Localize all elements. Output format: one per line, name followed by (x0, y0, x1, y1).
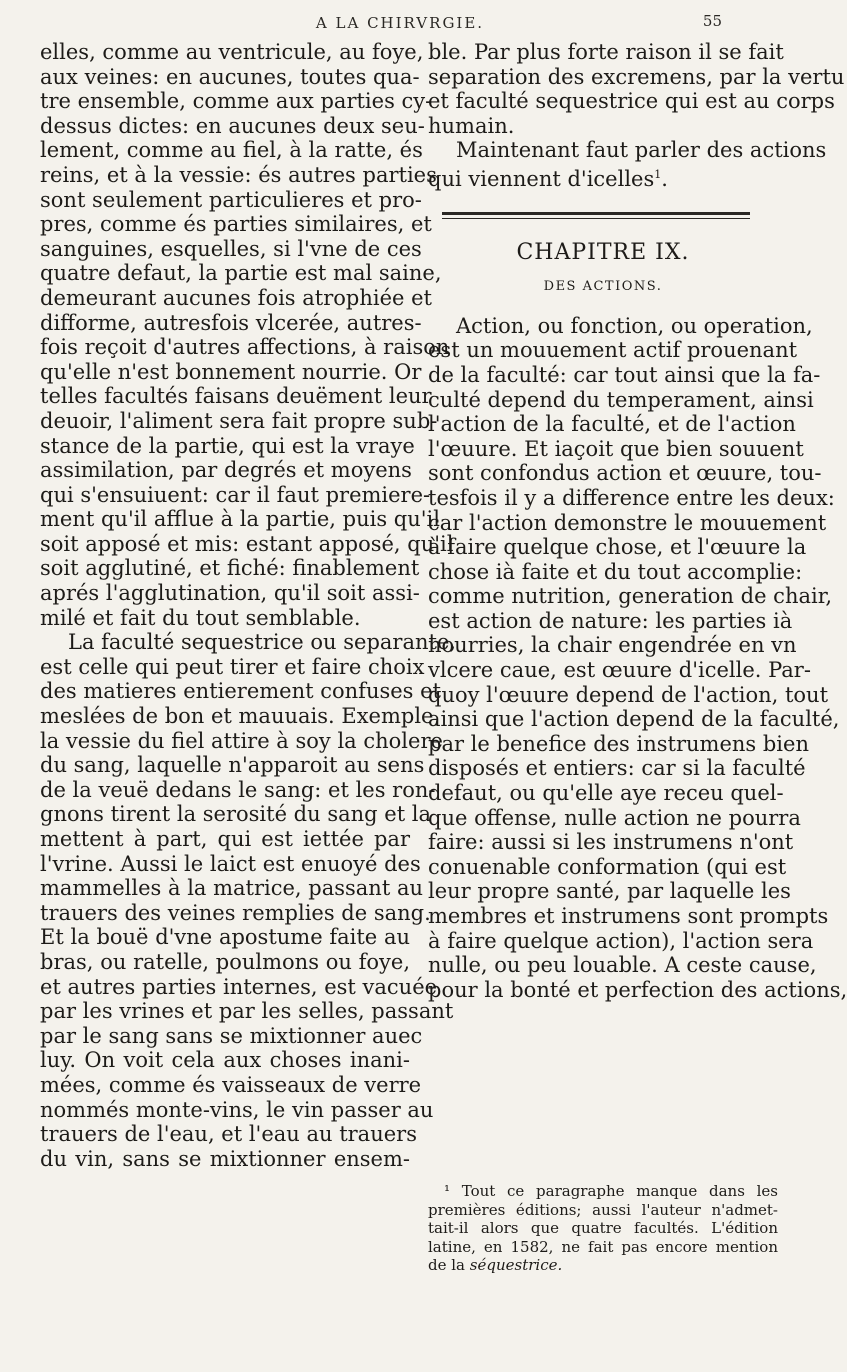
text-line: sanguines, esquelles, si l'vne de ces (40, 236, 422, 261)
divider-thin-rule (442, 218, 750, 219)
text-line: aux veines: en aucunes, toutes qua- (40, 64, 420, 89)
text-line: par les vrines et par les selles, passant (40, 999, 454, 1024)
text-line: tre ensemble, comme aux parties cy- (40, 89, 433, 114)
text-segment: de la (428, 1256, 465, 1275)
text-line: mettent à part, qui est iettée par (40, 827, 410, 851)
text-line: quoy l'œuure depend de l'action, tout (428, 682, 829, 707)
text-line: est un mouuement actif prouenant (428, 338, 798, 363)
text-line: qui s'ensuiuent: car il faut premiere- (40, 482, 431, 507)
text-line: sont seulement particulieres et pro- (40, 187, 422, 212)
text-line: trauers de l'eau, et l'eau au trauers (40, 1122, 417, 1147)
text-line: ble. Par plus forte raison il se fait (428, 40, 784, 64)
text-line (428, 163, 778, 192)
text-line: milé et fait du tout semblable. (40, 605, 361, 630)
text-line: qu'elle n'est bonnement nourrie. Or (40, 359, 422, 384)
footnote-line: ¹ Tout ce paragraphe manque dans les (444, 1182, 778, 1200)
text-line: par le benefice des instrumens bien (428, 731, 809, 756)
text-line: faire: aussi si les instrumens n'ont (428, 830, 794, 855)
text-line: luy. On voit cela aux choses inani- (40, 1048, 410, 1073)
page-number: 55 (702, 12, 722, 30)
footnote-line: premières éditions; aussi l'auteur n'admet- (428, 1200, 778, 1219)
text-line: est celle qui peut tirer et faire choix (40, 654, 425, 679)
chapter-subtitle: DES ACTIONS. (543, 279, 663, 295)
footnote (428, 1182, 778, 1275)
text-line: deuoir, l'aliment sera fait propre sub- (40, 408, 438, 433)
text-line: est action de nature: les parties ià (428, 608, 793, 633)
text-line: leur propre santé, par laquelle les (428, 879, 791, 904)
footnote-marker: 1 (654, 167, 662, 181)
text-line: sont confondus action et œuure, tou- (428, 461, 822, 486)
text-line: gnons tirent la serosité du sang et la (40, 802, 432, 827)
text-line: La faculté sequestrice ou separante, (68, 630, 457, 655)
text-line: ment qu'il afflue à la partie, puis qu'il (40, 507, 440, 532)
text-line: meslées de bon et mauuais. Exemple, (40, 704, 441, 729)
text-line: du vin, sans se mixtionner ensem- (40, 1146, 410, 1171)
italic-term: séquestrice. (469, 1256, 563, 1275)
text-line: et faculté sequestrice qui est au corps (428, 89, 835, 114)
chapter-divider (428, 212, 778, 219)
text-line: assimilation, par degrés et moyens (40, 458, 412, 483)
text-line: par le sang sans se mixtionner auec (40, 1023, 423, 1048)
text-line: trauers des veines remplies de sang. (40, 900, 431, 925)
text-line: nourries, la chair engendrée en vn (428, 633, 797, 658)
text-line: nulle, ou peu louable. A ceste cause, (428, 953, 817, 978)
text-line: l'œuure. Et iaçoit que bien souuent (428, 436, 804, 461)
text-line: dessus dictes: en aucunes deux seu- (40, 113, 425, 138)
text-line: soit agglutiné, et fiché: finablement (40, 556, 420, 581)
text-line: difforme, autresfois vlcerée, autres- (40, 310, 422, 335)
text-line: l'vrine. Aussi le laict est enuoyé des (40, 851, 421, 876)
text-line: la vessie du fiel attire à soy la cholere (40, 728, 443, 753)
text-line: pres, comme és parties similaires, et (40, 212, 432, 237)
divider-thick-rule (442, 212, 750, 215)
text-line: aprés l'agglutination, qu'il soit assi- (40, 581, 420, 606)
text-line: mées, comme és vaisseaux de verre (40, 1072, 422, 1097)
text-line: à faire quelque chose, et l'œuure la (428, 535, 807, 560)
text-line: elles, comme au ventricule, au foye, (40, 40, 424, 64)
text-line: chose ià faite et du tout accomplie: (428, 559, 803, 584)
running-head: A LA CHIRVRGIE. (315, 14, 485, 32)
footnote-line: latine, en 1582, ne fait pas encore mention (428, 1237, 778, 1256)
text-line: stance de la partie, qui est la vraye (40, 433, 415, 458)
left-column (40, 40, 457, 1171)
right-column (428, 40, 847, 1002)
text-line: l'action de la faculté, et de l'action (428, 412, 796, 437)
text-line: telles facultés faisans deuëment leur (40, 384, 432, 409)
text-line: et autres parties internes, est vacuée (40, 974, 438, 999)
text-line: du sang, laquelle n'apparoit au sens (40, 753, 425, 778)
text-segment: qui viennent d'icelles (428, 166, 655, 191)
text-line: lement, comme au fiel, à la ratte, és (40, 138, 423, 163)
footnote-line (428, 1256, 778, 1275)
text-line: soit apposé et mis: estant apposé, qu'il (40, 531, 454, 556)
text-line: disposés et entiers: car si la faculté (428, 756, 806, 781)
text-line: defaut, ou qu'elle aye receu quel- (428, 781, 784, 806)
text-line: comme nutrition, generation de chair, (428, 584, 833, 609)
text-line: culté depend du temperament, ainsi (428, 387, 814, 412)
text-line: separation des excremens, par la vertu (428, 64, 845, 89)
text-line: reins, et à la vessie: és autres parties (40, 162, 437, 187)
text-line: que offense, nulle action ne pourra (428, 805, 801, 830)
text-line: de la veuë dedans le sang: et les ron- (40, 777, 436, 802)
text-line: à faire quelque action), l'action sera (428, 928, 814, 953)
text-line: humain. (428, 113, 515, 138)
text-line: Maintenant faut parler des actions (456, 138, 827, 163)
text-line: membres et instrumens sont prompts (428, 904, 829, 928)
text-line: conuenable conformation (qui est (428, 854, 787, 879)
text-line: des matieres entierement confuses et (40, 679, 441, 704)
text-line: nommés monte-vins, le vin passer au (40, 1097, 434, 1122)
footnote-line: tait-il alors que quatre facultés. L'édition (428, 1219, 778, 1238)
text-line: pour la bonté et perfection des actions, (428, 977, 847, 1002)
text-line: demeurant aucunes fois atrophiée et (40, 285, 432, 310)
text-line: vlcere caue, est œuure d'icelle. Par- (428, 658, 811, 683)
text-line: Action, ou fonction, ou operation, (456, 313, 813, 338)
chapter-title: CHAPITRE IX. (516, 239, 690, 265)
text-line: bras, ou ratelle, poulmons ou foye, (40, 949, 410, 974)
text-line: quatre defaut, la partie est mal saine, (40, 261, 442, 286)
text-line: Et la bouë d'vne apostume faite au (40, 925, 410, 950)
text-line: fois reçoit d'autres affections, à raison (40, 335, 450, 360)
text-line: tesfois il y a difference entre les deux: (428, 485, 835, 510)
text-line: mammelles à la matrice, passant au (40, 876, 423, 901)
text-line: car l'action demonstre le mouuement (428, 510, 827, 535)
text-line: de la faculté: car tout ainsi que la fa- (428, 362, 821, 387)
text-line: ainsi que l'action depend de la faculté, (428, 707, 840, 732)
text-segment: . (661, 166, 668, 191)
